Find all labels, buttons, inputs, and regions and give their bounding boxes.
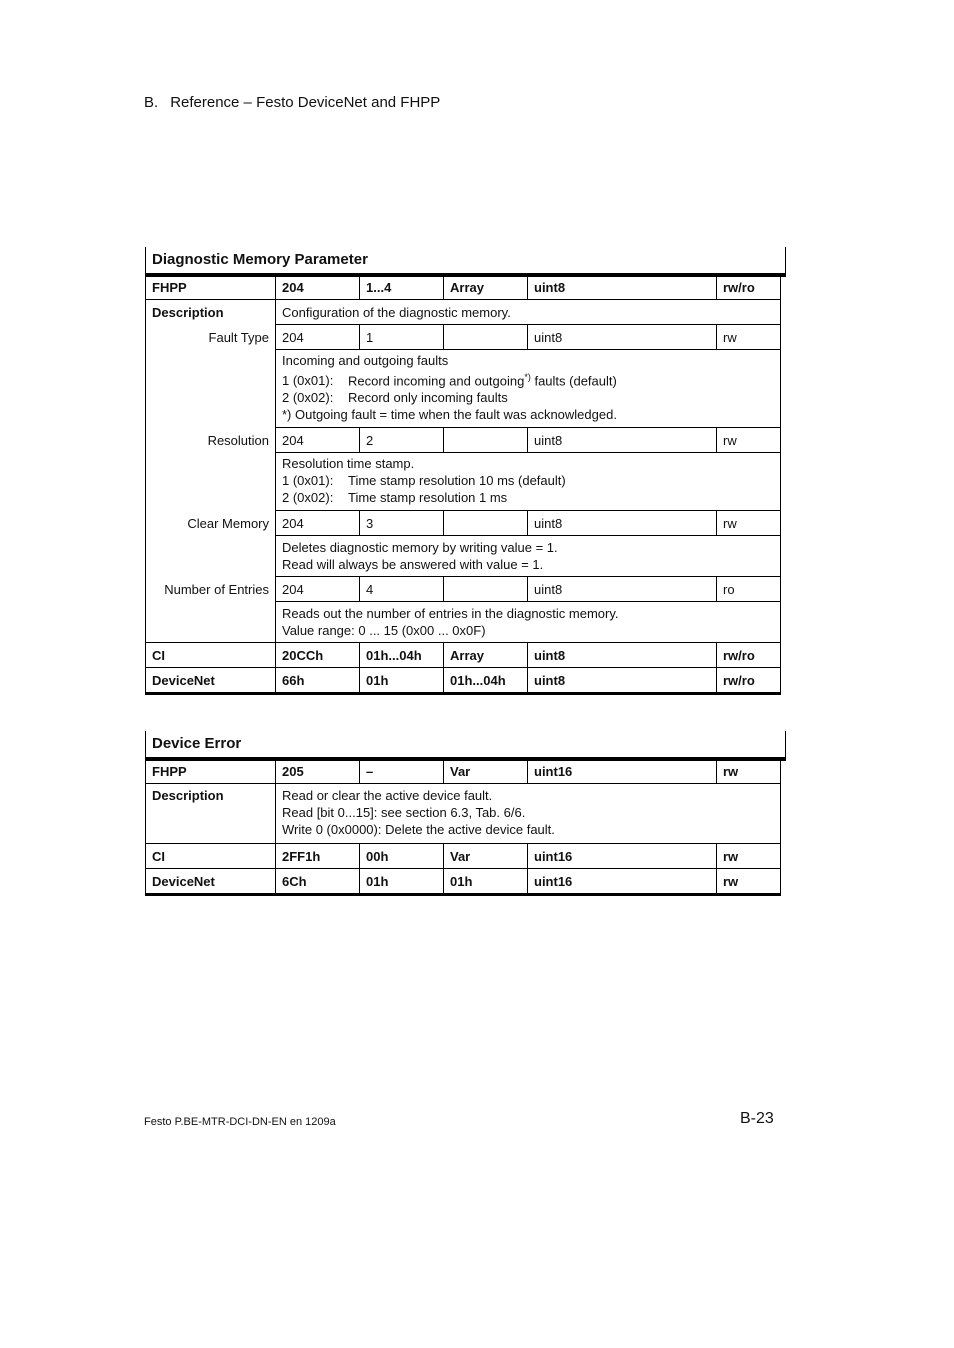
table-row-fhpp [146,275,781,300]
cell: 4 [360,577,444,602]
table-row-ci [146,643,781,668]
cell: rw [717,844,781,869]
cell: rw [717,428,781,453]
table-row-fault-type-desc [146,350,781,428]
chapter-title: Reference – Festo DeviceNet and FHPP [170,94,441,111]
cell [444,325,528,350]
cell: 204 [276,428,360,453]
table-row-devicenet [146,869,781,895]
device-error-table [145,758,781,896]
resolution-description: Resolution time stamp. 1 (0x01): Time stamp resolution 10 ms (default) 2 (0x02): Time stamp resolution 1 ms [276,453,781,511]
cell: 1 [360,325,444,350]
cell: uint8 [528,325,717,350]
fault-type-description: Incoming and outgoing faults 1 (0x01): Record incoming and outgoing*) faults (default) 2 (0x02): Record only incoming faults *) Outgoing fault = time when the fault was acknowledged. [276,350,781,428]
cell: 1...4 [360,275,444,300]
cell: 66h [276,668,360,694]
cell [444,511,528,536]
cell: uint8 [528,577,717,602]
fault-type-label: Fault Type [146,325,276,350]
cell: 2FF1h [276,844,360,869]
cell: FHPP [146,759,276,784]
table-row-devicenet [146,668,781,694]
cell: 204 [276,325,360,350]
page-header [144,94,440,111]
table-row-resolution-desc [146,453,781,511]
table-row-clear-memory-desc [146,536,781,577]
cell: 204 [276,577,360,602]
cell: 204 [276,275,360,300]
page-number: B-23 [740,1110,774,1127]
cell [444,428,528,453]
cell: uint8 [528,668,717,694]
cell: 205 [276,759,360,784]
cell: 2 [360,428,444,453]
cell: 3 [360,511,444,536]
cell: rw [717,869,781,895]
cell: 01h...04h [360,643,444,668]
cell: 01h [444,869,528,895]
cell: Array [444,275,528,300]
cell: 00h [360,844,444,869]
clear-memory-description: Deletes diagnostic memory by writing value = 1. Read will always be answered with value = 1. [276,536,781,577]
chapter-number: B. [144,94,159,111]
cell: uint8 [528,643,717,668]
table-row-clear-memory [146,511,781,536]
number-entries-label: Number of Entries [146,577,276,602]
device-error-title: Device Error [145,731,786,761]
cell: 20CCh [276,643,360,668]
diagnostic-memory-title: Diagnostic Memory Parameter [145,247,786,277]
cell: uint8 [528,428,717,453]
diagnostic-memory-table [145,274,781,695]
cell: rw [717,325,781,350]
description-label: Description [146,784,276,844]
cell: Var [444,759,528,784]
description-text: Configuration of the diagnostic memory. [276,300,781,325]
cell: uint16 [528,869,717,895]
resolution-label: Resolution [146,428,276,453]
cell: 01h [360,668,444,694]
cell: ro [717,577,781,602]
table-row-resolution [146,428,781,453]
cell: FHPP [146,275,276,300]
cell: DeviceNet [146,869,276,895]
cell: 204 [276,511,360,536]
table-row-ci [146,844,781,869]
table-row-fhpp [146,759,781,784]
footer-document-id: Festo P.BE-MTR-DCI-DN-EN en 1209a [144,1116,336,1128]
cell: uint16 [528,759,717,784]
cell: 01h...04h [444,668,528,694]
description-text: Read or clear the active device fault. Read [bit 0...15]: see section 6.3, Tab. 6/6. Write 0 (0x0000): Delete the active device fault. [276,784,781,844]
cell: DeviceNet [146,668,276,694]
cell: uint8 [528,511,717,536]
cell: rw/ro [717,275,781,300]
cell: rw/ro [717,668,781,694]
cell: uint16 [528,844,717,869]
table-row-fault-type [146,325,781,350]
table-row-description [146,300,781,325]
cell: 6Ch [276,869,360,895]
cell: Var [444,844,528,869]
cell: Array [444,643,528,668]
clear-memory-label: Clear Memory [146,511,276,536]
number-entries-description: Reads out the number of entries in the diagnostic memory. Value range: 0 ... 15 (0x00 ... 0x0F) [276,602,781,643]
cell: CI [146,643,276,668]
table-row-description [146,784,781,844]
table-row-number-entries [146,577,781,602]
description-label: Description [146,300,276,325]
table-row-number-entries-desc [146,602,781,643]
cell: 01h [360,869,444,895]
cell: – [360,759,444,784]
cell: CI [146,844,276,869]
cell: rw [717,759,781,784]
cell: rw [717,511,781,536]
cell: uint8 [528,275,717,300]
cell [444,577,528,602]
cell: rw/ro [717,643,781,668]
